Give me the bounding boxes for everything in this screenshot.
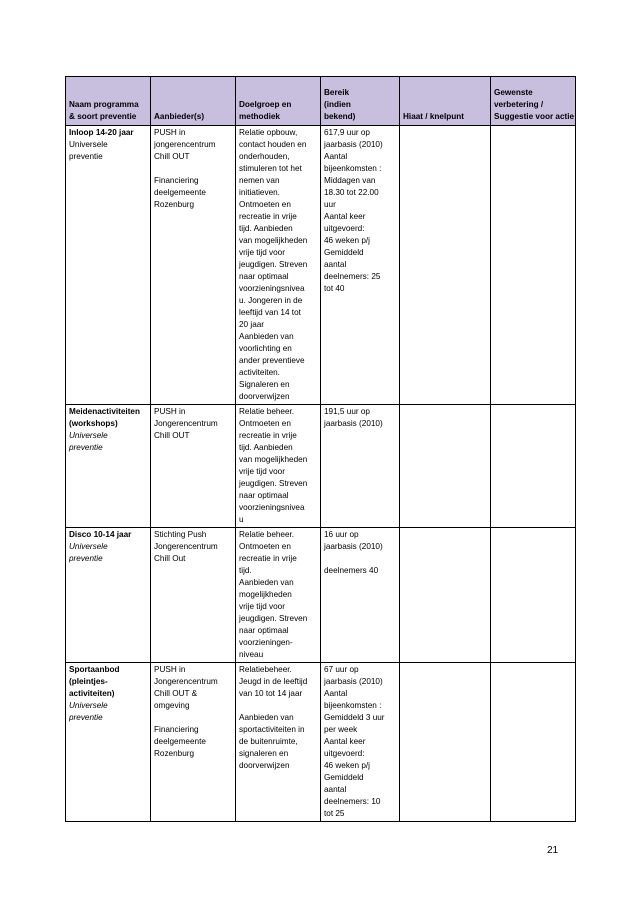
text-line: signaleren en <box>239 749 289 758</box>
text-line: uitgevoerd: <box>324 749 365 758</box>
text-line: jongerencentrum <box>154 140 216 149</box>
text-line: initiatieven. <box>239 188 280 197</box>
text-line: voorzieningsnivea <box>239 284 305 293</box>
text-line: voorlichting en <box>239 344 292 353</box>
cell-improvement <box>491 126 576 405</box>
text-line: Ontmoeten en <box>239 419 291 428</box>
text-line: PUSH in <box>154 665 186 674</box>
cell-provider <box>151 663 236 822</box>
text-line: Universele <box>69 431 108 440</box>
text-line: Ontmoeten en <box>239 542 291 551</box>
cell-provider <box>151 405 236 528</box>
text-line: Relatiebeheer. <box>239 665 292 674</box>
text-line: Meidenactiviteiten <box>69 407 140 416</box>
cell-gap <box>400 663 491 822</box>
header-gewenste-verbetering <box>491 77 576 126</box>
header-doelgroep <box>236 77 321 126</box>
text-line: 617,9 uur op <box>324 128 370 137</box>
text-line: tijd. <box>239 566 252 575</box>
cell-program-name <box>66 528 151 663</box>
text-line: van mogelijkheden <box>239 455 308 464</box>
text-line: Chill OUT & <box>154 689 198 698</box>
text-line: uitgevoerd: <box>324 224 365 233</box>
text-line: naar optimaal <box>239 491 289 500</box>
header-aanbieders <box>151 77 236 126</box>
text-line <box>154 163 232 175</box>
text-line: nemen van <box>239 176 280 185</box>
text-line: Universele <box>69 140 108 149</box>
text-line: preventie <box>69 554 103 563</box>
cell-reach <box>321 405 400 528</box>
text-line: Aantal keer <box>324 212 366 221</box>
text-line: jeugdigen. Streven <box>239 614 308 623</box>
cell-provider <box>151 126 236 405</box>
text-line: tot 40 <box>324 284 345 293</box>
text-line: Suggestie voor actie <box>494 112 575 121</box>
text-line: verbetering / <box>494 100 544 109</box>
text-line: Aanbieden van <box>239 332 294 341</box>
text-line: Financiering <box>154 725 199 734</box>
text-line: preventie <box>69 443 103 452</box>
text-line: Relatie beheer. <box>239 407 295 416</box>
cell-improvement <box>491 663 576 822</box>
cell-reach <box>321 528 400 663</box>
table-row <box>66 528 576 663</box>
text-line: aantal <box>324 785 347 794</box>
text-line: Bereik <box>324 88 350 97</box>
text-line: Middagen van <box>324 176 376 185</box>
text-line: jaarbasis (2010) <box>324 542 383 551</box>
cell-provider <box>151 528 236 663</box>
text-line: voorzieningen- <box>239 638 293 647</box>
text-line: tot 25 <box>324 809 345 818</box>
text-line: Relatie beheer. <box>239 530 295 539</box>
text-line: Aanbieden van <box>239 578 294 587</box>
text-line: Hiaat / knelpunt <box>403 112 464 121</box>
header-naam-programma <box>66 77 151 126</box>
header-bereik <box>321 77 400 126</box>
text-line: 18.30 tot 22.00 <box>324 188 379 197</box>
text-line: Inloop 14-20 jaar <box>69 128 134 137</box>
text-line: omgeving <box>154 701 190 710</box>
text-line: Gemiddeld <box>324 773 364 782</box>
text-line: bekend) <box>324 112 356 121</box>
text-line: doorverwijzen <box>239 392 290 401</box>
text-line: bijeenkomsten : <box>324 164 382 173</box>
cell-target-method <box>236 126 321 405</box>
text-line: 67 uur op <box>324 665 359 674</box>
text-line: deelgemeente <box>154 737 206 746</box>
text-line: Signaleren en <box>239 380 290 389</box>
text-line: Aantal <box>324 152 348 161</box>
text-line <box>239 700 317 712</box>
text-line: u. Jongeren in de <box>239 296 303 305</box>
text-line: Universele <box>69 701 108 710</box>
text-line: vrije tijd voor <box>239 602 285 611</box>
text-line: Ontmoeten en <box>239 200 291 209</box>
page-number: 21 <box>547 845 559 856</box>
table-row <box>66 663 576 822</box>
text-line: niveau <box>239 650 264 659</box>
text-line: activiteiten. <box>239 368 280 377</box>
text-line: PUSH in <box>154 128 186 137</box>
text-line: deelgemeente <box>154 188 206 197</box>
text-line: sportactiviteiten in <box>239 725 305 734</box>
text-line: Rozenburg <box>154 200 195 209</box>
text-line: vrije tijd voor <box>239 467 285 476</box>
text-line: jaarbasis (2010) <box>324 677 383 686</box>
text-line: uur <box>324 200 336 209</box>
text-line: ander preventieve <box>239 356 305 365</box>
text-line: preventie <box>69 152 103 161</box>
text-line: u <box>239 515 244 524</box>
text-line: preventie <box>69 713 103 722</box>
text-line: jaarbasis (2010) <box>324 419 383 428</box>
text-line: (workshops) <box>69 419 118 428</box>
text-line: Sportaanbod <box>69 665 120 674</box>
header-hiaat <box>400 77 491 126</box>
text-line: per week <box>324 725 358 734</box>
text-line: de buitenruimte, <box>239 737 298 746</box>
cell-target-method <box>236 663 321 822</box>
text-line: naar optimaal <box>239 626 289 635</box>
text-line: bijeenkomsten : <box>324 701 382 710</box>
cell-improvement <box>491 528 576 663</box>
text-line: Gemiddeld 3 uur <box>324 713 385 722</box>
text-line: deelnemers: 10 <box>324 797 381 806</box>
text-line: tijd. Aanbieden <box>239 224 293 233</box>
cell-program-name <box>66 663 151 822</box>
text-line: Relatie opbouw, <box>239 128 298 137</box>
text-line: 46 weken p/j <box>324 761 370 770</box>
table-row <box>66 126 576 405</box>
text-line: aantal <box>324 260 347 269</box>
text-line: recreatie in vrije <box>239 554 297 563</box>
text-line: deelnemers 40 <box>324 566 379 575</box>
text-line: Disco 10-14 jaar <box>69 530 132 539</box>
text-line: Doelgroep en <box>239 100 292 109</box>
text-line: & soort preventie <box>69 112 137 121</box>
text-line: Aantal <box>324 689 348 698</box>
cell-improvement <box>491 405 576 528</box>
cell-reach <box>321 663 400 822</box>
text-line: Jeugd in de leeftijd <box>239 677 308 686</box>
text-line: activiteiten) <box>69 689 115 698</box>
text-line: Universele <box>69 542 108 551</box>
text-line: (indien <box>324 100 351 109</box>
text-line: naar optimaal <box>239 272 289 281</box>
cell-reach <box>321 126 400 405</box>
text-line: Stichting Push <box>154 530 207 539</box>
cell-gap <box>400 528 491 663</box>
text-line: tijd. Aanbieden <box>239 443 293 452</box>
text-line: jeugdigen. Streven <box>239 479 308 488</box>
text-line: Gemiddeld <box>324 248 364 257</box>
text-line: 46 weken p/j <box>324 236 370 245</box>
text-line: recreatie in vrije <box>239 212 297 221</box>
text-line <box>154 712 232 724</box>
text-line: (pleintjes- <box>69 677 108 686</box>
text-line: methodiek <box>239 112 280 121</box>
text-line: recreatie in vrije <box>239 431 297 440</box>
cell-program-name <box>66 405 151 528</box>
table-row <box>66 405 576 528</box>
text-line: jaarbasis (2010) <box>324 140 383 149</box>
text-line: Naam programma <box>69 100 139 109</box>
text-line: 20 jaar <box>239 320 265 329</box>
text-line: Chill OUT <box>154 152 190 161</box>
text-line: Aanbieder(s) <box>154 112 205 121</box>
text-line: Gewenste <box>494 88 533 97</box>
cell-gap <box>400 405 491 528</box>
text-line: Jongerencentrum <box>154 677 218 686</box>
cell-gap <box>400 126 491 405</box>
text-line: stimuleren tot het <box>239 164 302 173</box>
program-table <box>65 76 576 822</box>
text-line: PUSH in <box>154 407 186 416</box>
text-line: Chill Out <box>154 554 186 563</box>
text-line: 16 uur op <box>324 530 359 539</box>
text-line: van mogelijkheden <box>239 236 308 245</box>
cell-target-method <box>236 528 321 663</box>
text-line: Aanbieden van <box>239 713 294 722</box>
text-line: leeftijd van 14 tot <box>239 308 301 317</box>
text-line: doorverwijzen <box>239 761 290 770</box>
text-line: onderhouden, <box>239 152 290 161</box>
text-line: Financiering <box>154 176 199 185</box>
text-line: Rozenburg <box>154 749 195 758</box>
text-line: deelnemers: 25 <box>324 272 381 281</box>
table-header-row <box>66 77 576 126</box>
text-line: Jongerencentrum <box>154 419 218 428</box>
text-line: Aantal keer <box>324 737 366 746</box>
text-line <box>324 553 396 565</box>
text-line: contact houden en <box>239 140 307 149</box>
text-line: vrije tijd voor <box>239 248 285 257</box>
cell-target-method <box>236 405 321 528</box>
text-line: jeugdigen. Streven <box>239 260 308 269</box>
text-line: mogelijkheden <box>239 590 292 599</box>
text-line: Chill OUT <box>154 431 190 440</box>
text-line: voorzieningsnivea <box>239 503 305 512</box>
text-line: van 10 tot 14 jaar <box>239 689 303 698</box>
text-line: Jongerencentrum <box>154 542 218 551</box>
cell-program-name <box>66 126 151 405</box>
text-line: 191,5 uur op <box>324 407 370 416</box>
